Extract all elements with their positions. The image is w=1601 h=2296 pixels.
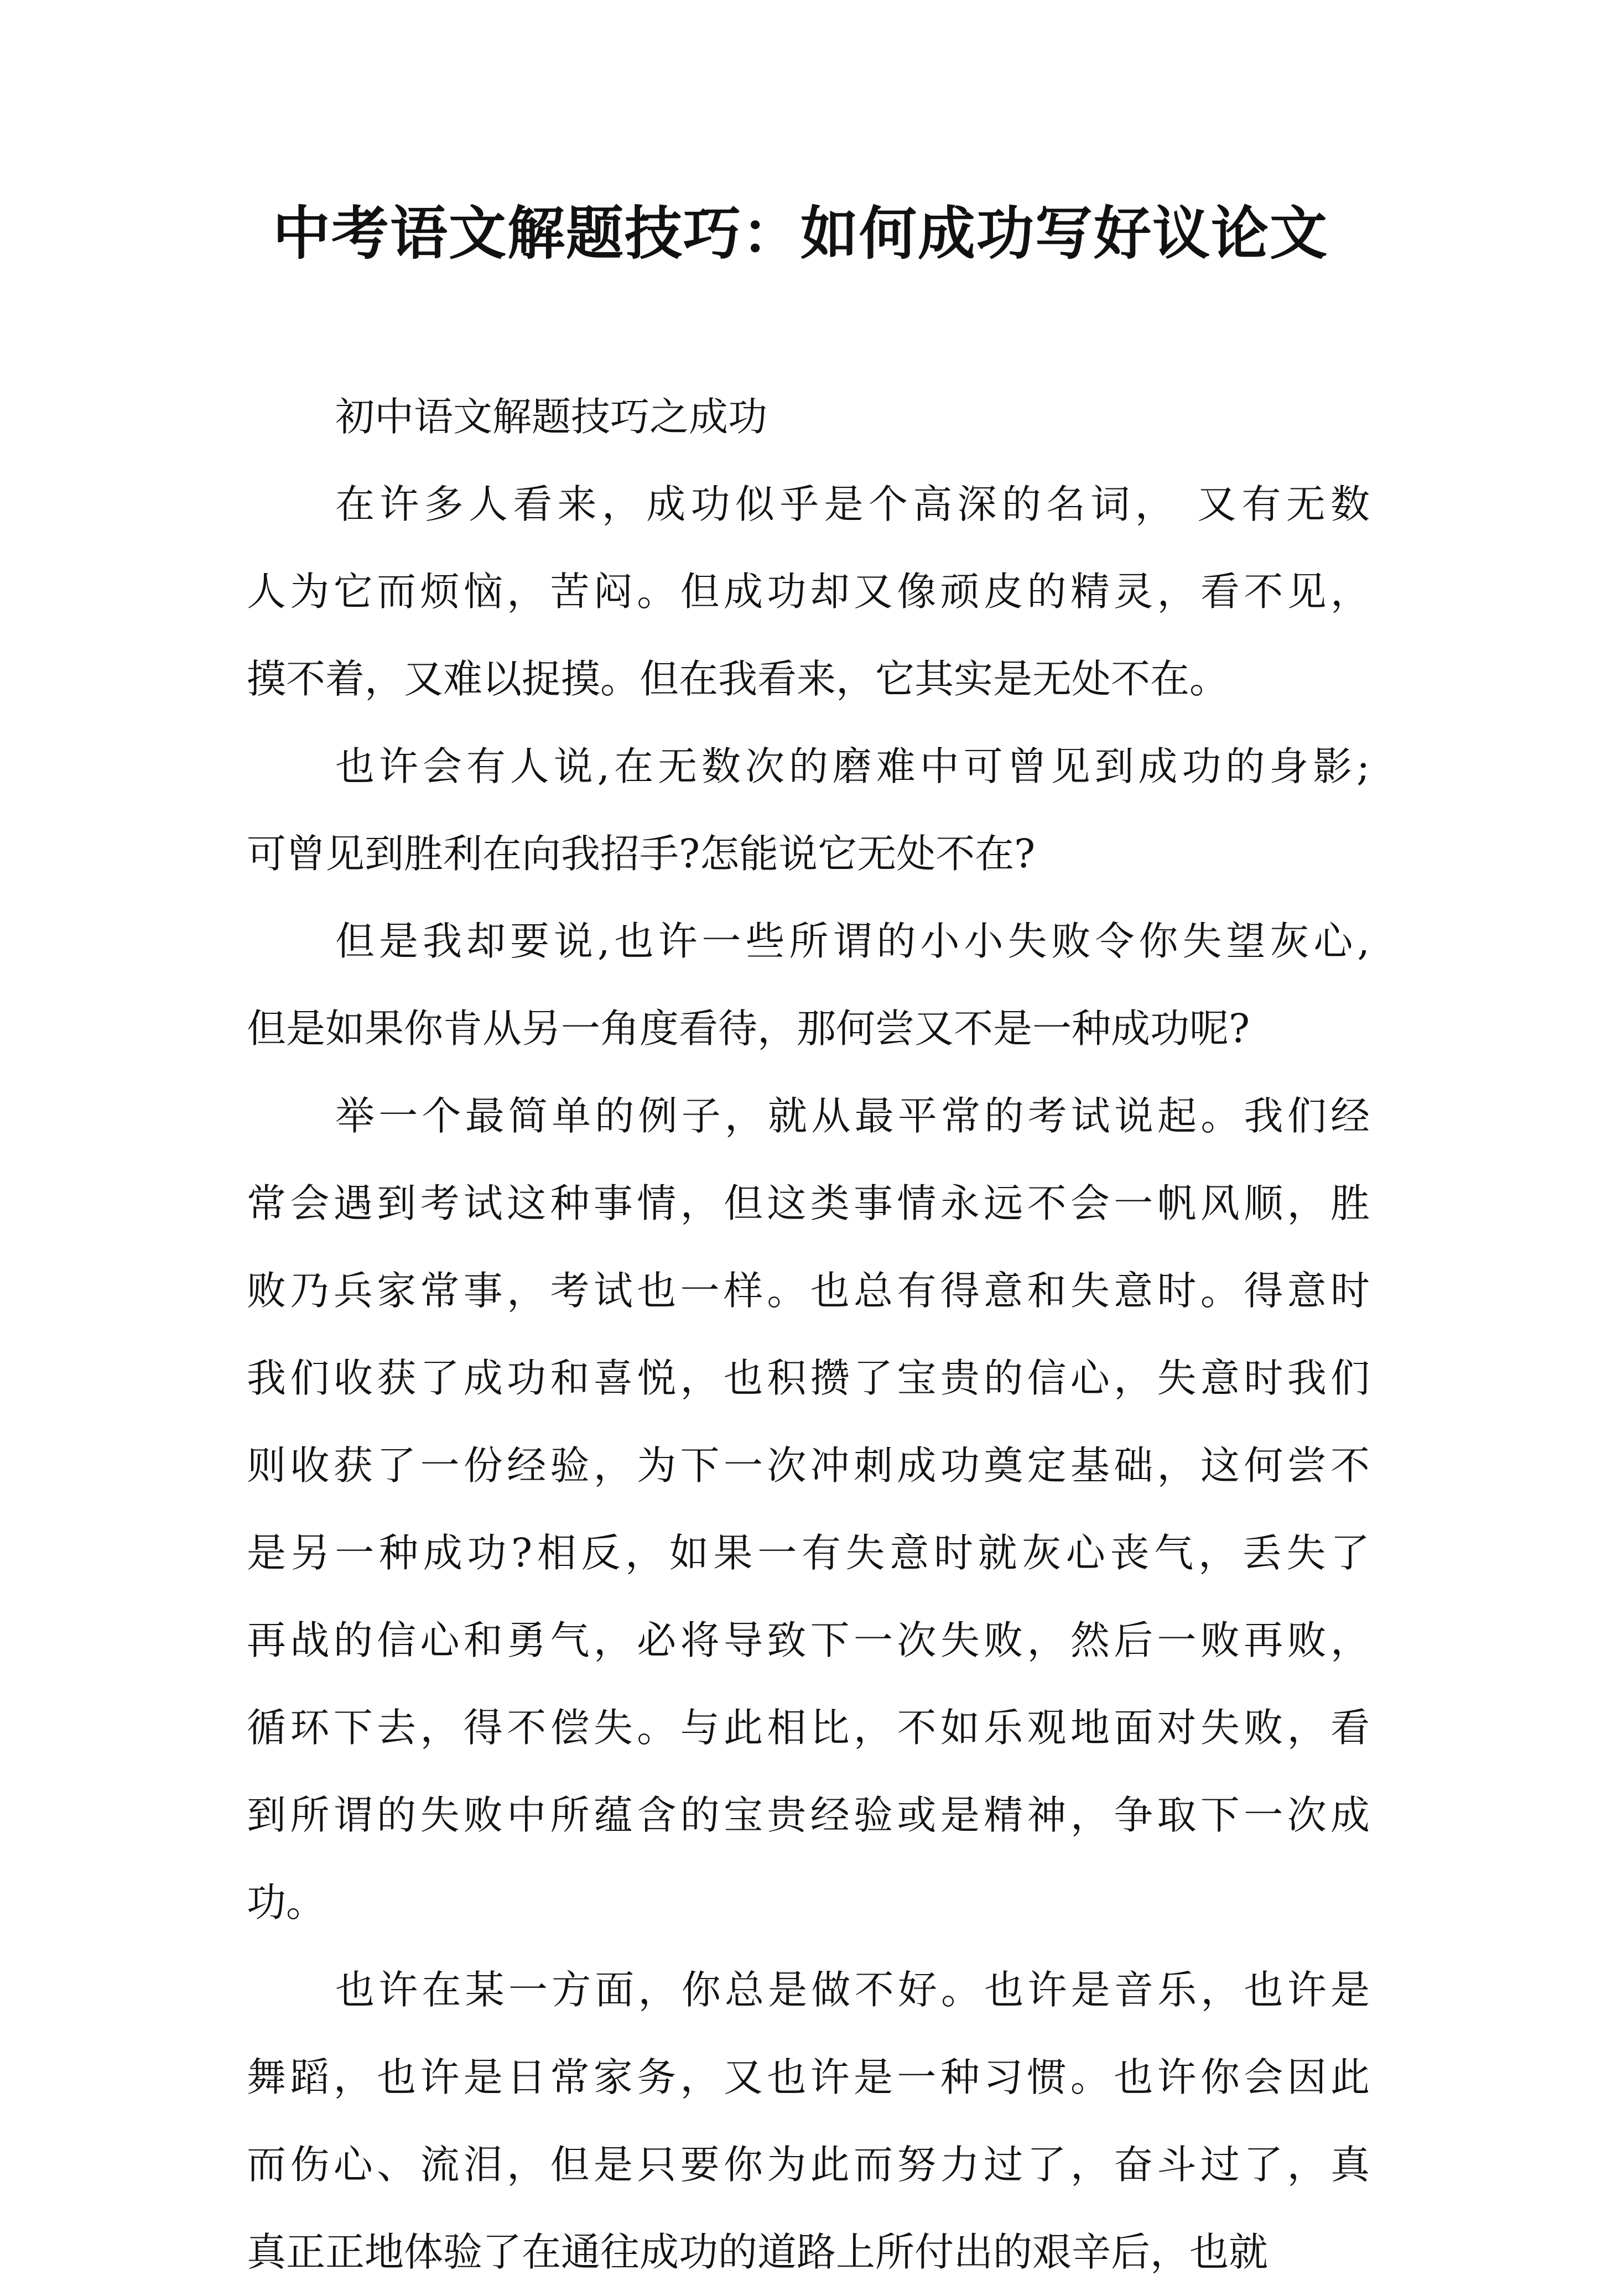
paragraph-line: 舞蹈，也许是日常家务，又也许是一种习惯。也许你会因此 [247,2054,1370,2100]
paragraph-line: 摸不着，又难以捉摸。但在我看来，它其实是无处不在。 [247,656,1229,702]
paragraph-3 [247,723,1370,898]
paragraph-line: 我们收获了成功和喜悦，也积攒了宝贵的信心，失意时我们 [247,1355,1370,1401]
paragraph-4 [247,898,1370,1072]
paragraph-line: 功。 [247,1880,326,1925]
paragraph-6 [247,1946,1370,2296]
paragraph-line: 但是如果你肯从另一角度看待，那何尝又不是一种成功呢? [247,1006,1250,1051]
paragraph-line: 是另一种成功?相反，如果一有失意时就灰心丧气，丢失了 [247,1530,1370,1576]
paragraph-line: 但是我却要说,也许一些所谓的小小失败令你失望灰心, [335,918,1370,964]
paragraph-line: 再战的信心和勇气，必将导致下一次失败，然后一败再败， [247,1617,1370,1663]
document-body [247,373,1370,2296]
paragraph-line: 真正正地体验了在通往成功的道路上所付出的艰辛后，也就 [247,2229,1269,2275]
paragraph-5 [247,1072,1370,1946]
paragraph-line: 到所谓的失败中所蕴含的宝贵经验或是精神，争取下一次成 [247,1792,1370,1838]
paragraph-line: 在许多人看来，成功似乎是个高深的名词， 又有无数 [335,481,1370,527]
paragraph-2 [247,461,1370,723]
paragraph-line: 举一个最简单的例子，就从最平常的考试说起。我们经 [335,1093,1370,1139]
paragraph-line: 常会遇到考试这种事情，但这类事情永远不会一帆风顺，胜 [247,1180,1370,1226]
paragraph-line: 则收获了一份经验，为下一次冲刺成功奠定基础，这何尝不 [247,1443,1370,1488]
paragraph-line: 败乃兵家常事，考试也一样。也总有得意和失意时。得意时 [247,1268,1370,1314]
paragraph-line: 而伤心、流泪，但是只要你为此而努力过了，奋斗过了，真 [247,2142,1370,2188]
document-title: 中考语文解题技巧：如何成功写好议论文 [272,199,1328,267]
paragraph-line: 也许会有人说,在无数次的磨难中可曾见到成功的身影; [335,743,1370,789]
paragraph-1 [247,373,1370,461]
paragraph-line: 初中语文解题技巧之成功 [335,394,768,440]
paragraph-line: 可曾见到胜利在向我招手?怎能说它无处不在? [247,831,1036,877]
paragraph-line: 也许在某一方面，你总是做不好。也许是音乐，也许是 [335,1967,1370,2013]
paragraph-line: 人为它而烦恼，苦闷。但成功却又像顽皮的精灵，看不见， [247,569,1370,615]
paragraph-line: 循环下去，得不偿失。与此相比，不如乐观地面对失败，看 [247,1705,1370,1751]
